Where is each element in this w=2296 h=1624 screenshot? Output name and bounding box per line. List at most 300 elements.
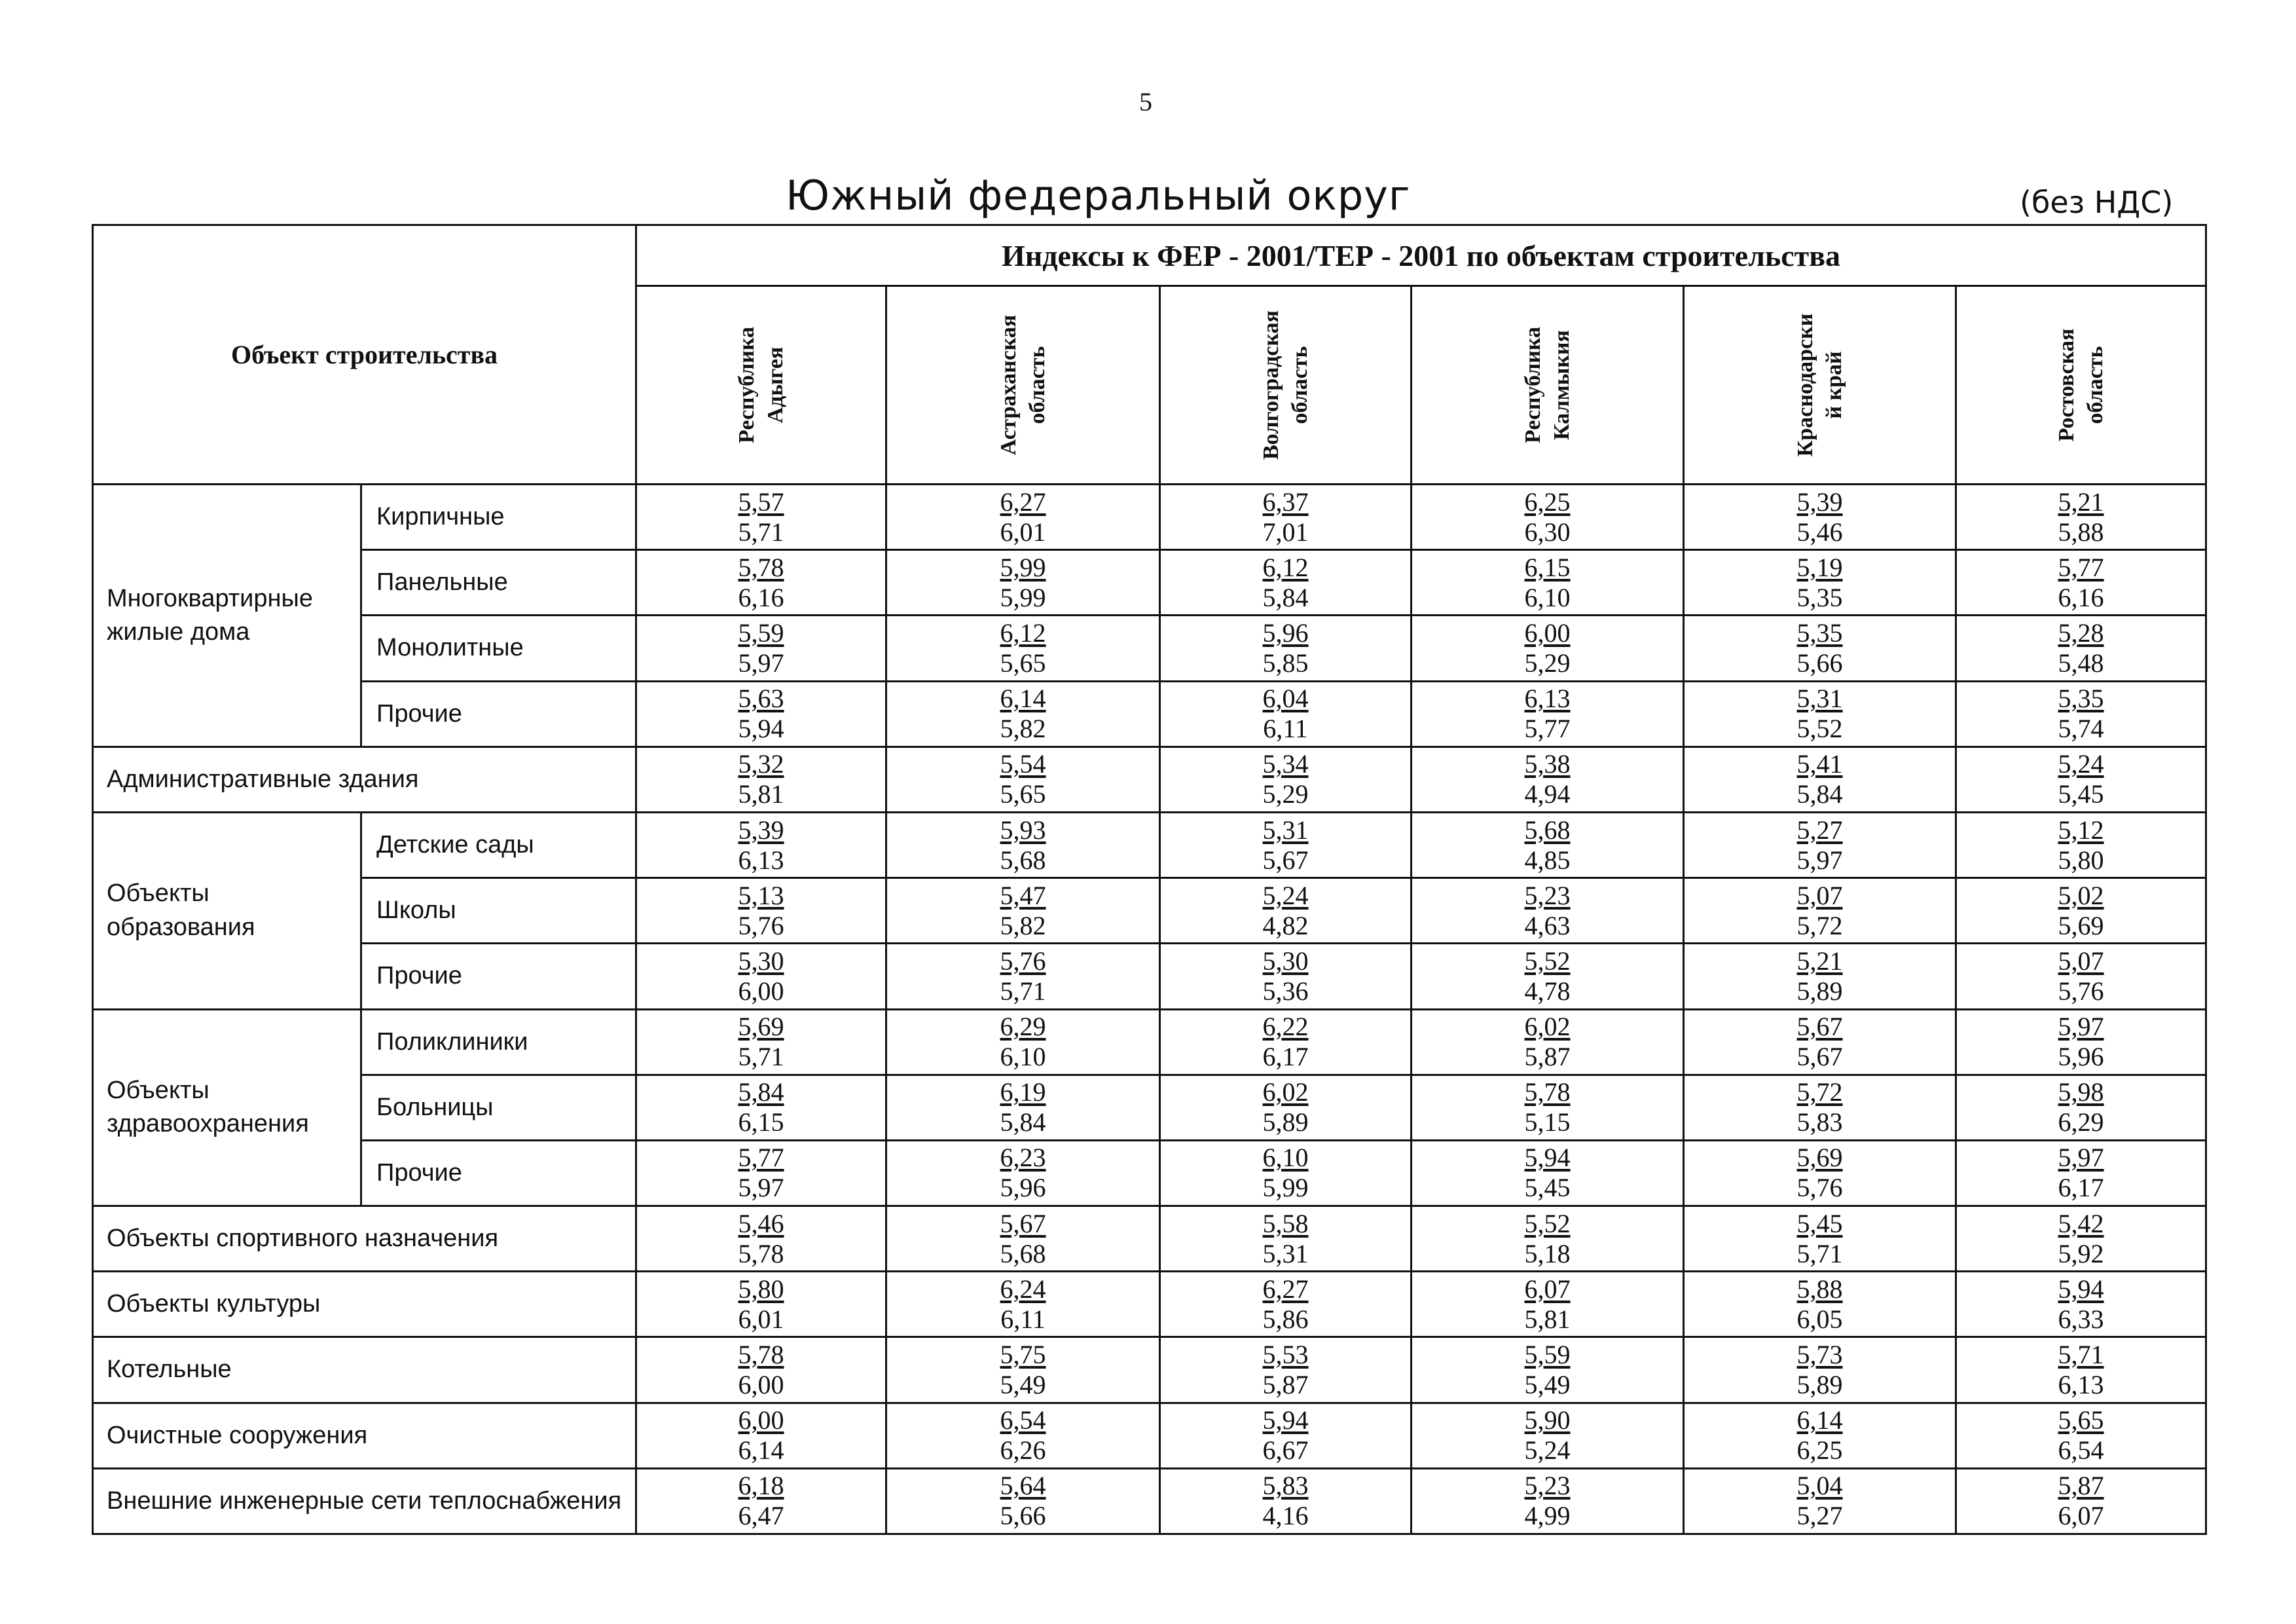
- ter-index-value: 4,85: [1524, 845, 1571, 875]
- region-header-line: область: [1025, 346, 1049, 424]
- ter-index-value: 5,35: [1796, 582, 1843, 612]
- fer-index-value: 5,39: [1796, 487, 1843, 517]
- fer-index-value: 5,72: [1796, 1077, 1843, 1107]
- ter-index-value: 5,76: [738, 910, 784, 940]
- index-value-cell: [1684, 878, 1956, 944]
- ter-index-value: 5,72: [1796, 910, 1843, 940]
- region-header-label: [2052, 293, 2109, 477]
- fer-index-value: 5,88: [1796, 1274, 1843, 1304]
- fer-index-value: 5,28: [2058, 618, 2104, 648]
- fer-index-value: 5,59: [738, 618, 784, 648]
- table-row: [93, 944, 2206, 1009]
- region-header-line: Ростовская: [2054, 328, 2079, 442]
- fer-index-value: 6,23: [1000, 1143, 1046, 1173]
- ter-index-value: 5,65: [1000, 648, 1046, 678]
- fer-index-value: 5,53: [1262, 1340, 1309, 1370]
- ter-index-value: 5,66: [1000, 1501, 1046, 1531]
- ter-index-value: 7,01: [1262, 517, 1309, 547]
- ter-index-value: 4,99: [1524, 1501, 1571, 1531]
- fer-index-value: 5,30: [1262, 946, 1309, 976]
- ter-index-value: 5,29: [1262, 779, 1309, 809]
- index-value-cell: [1956, 1140, 2206, 1206]
- ter-index-value: 6,47: [738, 1501, 784, 1531]
- fer-index-value: 6,15: [1524, 552, 1571, 582]
- ter-index-value: 5,48: [2058, 648, 2104, 678]
- fer-index-value: 5,67: [1000, 1208, 1046, 1238]
- ter-index-value: 5,85: [1262, 648, 1309, 678]
- fer-index-value: 5,54: [1000, 749, 1046, 779]
- fer-index-value: 5,94: [1524, 1143, 1571, 1173]
- index-value-cell: [1160, 1468, 1412, 1534]
- index-value-cell: [1160, 812, 1412, 877]
- ter-index-value: 5,52: [1796, 714, 1843, 744]
- fer-index-value: 5,02: [2058, 880, 2104, 910]
- ter-index-value: 6,11: [1263, 714, 1308, 744]
- ter-index-value: 6,10: [1000, 1042, 1046, 1072]
- ter-index-value: 5,97: [1796, 845, 1843, 875]
- ter-index-value: 6,16: [2058, 582, 2104, 612]
- subcategory-label: Кирпичные: [361, 485, 636, 550]
- index-value-cell: [1412, 1337, 1684, 1403]
- index-value-cell: [1684, 681, 1956, 747]
- fer-index-value: 5,75: [1000, 1340, 1046, 1370]
- index-value-cell: [1160, 1206, 1412, 1272]
- fer-index-value: 6,02: [1262, 1077, 1309, 1107]
- index-table: [92, 224, 2207, 1535]
- fer-index-value: 5,84: [738, 1077, 784, 1107]
- ter-index-value: 6,00: [738, 1370, 784, 1400]
- ter-index-value: 5,86: [1262, 1304, 1309, 1334]
- index-value-cell: [886, 1075, 1160, 1140]
- ter-index-value: 6,67: [1262, 1435, 1309, 1466]
- index-value-cell: [1412, 1468, 1684, 1534]
- index-value-cell: [636, 616, 886, 681]
- index-value-cell: [1160, 1140, 1412, 1206]
- fer-index-value: 5,69: [738, 1012, 784, 1042]
- index-value-cell: [636, 1206, 886, 1272]
- index-value-cell: [1412, 812, 1684, 877]
- ter-index-value: 5,74: [2058, 714, 2104, 744]
- fer-index-value: 6,10: [1262, 1143, 1309, 1173]
- ter-index-value: 6,07: [2058, 1501, 2104, 1531]
- ter-index-value: 6,13: [738, 845, 784, 875]
- fer-index-value: 5,24: [1262, 880, 1309, 910]
- fer-index-value: 5,38: [1524, 749, 1571, 779]
- region-header-line: область: [2083, 346, 2107, 424]
- subcategory-label: Прочие: [361, 944, 636, 1009]
- ter-index-value: 5,71: [738, 1042, 784, 1072]
- table-row: [93, 485, 2206, 550]
- fer-index-value: 5,27: [1796, 815, 1843, 845]
- ter-index-value: 5,66: [1796, 648, 1843, 678]
- ter-index-value: 6,25: [1796, 1435, 1843, 1466]
- header-row-main: [93, 225, 2206, 286]
- fer-index-value: 5,96: [1262, 618, 1309, 648]
- fer-index-value: 5,52: [1524, 1208, 1571, 1238]
- index-value-cell: [1160, 1403, 1412, 1468]
- index-value-cell: [886, 550, 1160, 616]
- fer-index-value: 6,22: [1262, 1012, 1309, 1042]
- ter-index-value: 5,49: [1000, 1370, 1046, 1400]
- index-value-cell: [636, 1075, 886, 1140]
- region-header-line: Адыгея: [763, 346, 788, 424]
- fer-index-value: 5,24: [2058, 749, 2104, 779]
- table-row: [93, 812, 2206, 877]
- fer-index-value: 5,57: [738, 487, 784, 517]
- index-value-cell: [1412, 747, 1684, 812]
- index-value-cell: [886, 1140, 1160, 1206]
- fer-index-value: 5,65: [2058, 1405, 2104, 1435]
- ter-index-value: 6,05: [1796, 1304, 1843, 1334]
- fer-index-value: 5,94: [2058, 1274, 2104, 1304]
- subcategory-label: Поликлиники: [361, 1009, 636, 1075]
- fer-index-value: 5,23: [1524, 1471, 1571, 1501]
- index-value-cell: [1412, 878, 1684, 944]
- subcategory-label: Больницы: [361, 1075, 636, 1140]
- fer-index-value: 5,31: [1262, 815, 1309, 845]
- index-value-cell: [886, 747, 1160, 812]
- ter-index-value: 6,29: [2058, 1107, 2104, 1137]
- fer-index-value: 5,77: [2058, 552, 2104, 582]
- table-row: [93, 550, 2206, 616]
- fer-index-value: 5,90: [1524, 1405, 1571, 1435]
- ter-index-value: 6,16: [738, 582, 784, 612]
- index-value-cell: [886, 616, 1160, 681]
- table-row: [93, 1206, 2206, 1272]
- ter-index-value: 5,81: [1524, 1304, 1571, 1334]
- fer-index-value: 5,13: [738, 880, 784, 910]
- fer-index-value: 5,67: [1796, 1012, 1843, 1042]
- index-value-cell: [886, 1337, 1160, 1403]
- table-row: [93, 1140, 2206, 1206]
- index-value-cell: [1684, 1403, 1956, 1468]
- ter-index-value: 5,84: [1796, 779, 1843, 809]
- ter-index-value: 6,14: [738, 1435, 784, 1466]
- fer-index-value: 5,04: [1796, 1471, 1843, 1501]
- region-header: [1160, 286, 1412, 485]
- fer-index-value: 6,04: [1262, 684, 1309, 714]
- ter-index-value: 5,83: [1796, 1107, 1843, 1137]
- ter-index-value: 5,97: [738, 1173, 784, 1203]
- fer-index-value: 5,47: [1000, 880, 1046, 910]
- fer-index-value: 5,76: [1000, 946, 1046, 976]
- region-header-line: Калмыкия: [1549, 330, 1574, 440]
- category-label: Административные здания: [93, 747, 636, 812]
- fer-index-value: 6,18: [738, 1471, 784, 1501]
- ter-index-value: 5,24: [1524, 1435, 1571, 1466]
- fer-index-value: 5,07: [2058, 946, 2104, 976]
- ter-index-value: 5,80: [2058, 845, 2104, 875]
- index-value-cell: [1956, 944, 2206, 1009]
- ter-index-value: 5,77: [1524, 714, 1571, 744]
- fer-index-value: 5,31: [1796, 684, 1843, 714]
- index-value-cell: [1412, 681, 1684, 747]
- ter-index-value: 5,94: [738, 714, 784, 744]
- fer-index-value: 5,19: [1796, 552, 1843, 582]
- index-value-cell: [886, 1468, 1160, 1534]
- ter-index-value: 5,29: [1524, 648, 1571, 678]
- region-header-label: [994, 293, 1051, 477]
- document-title: Южный федеральный округ: [786, 172, 1411, 219]
- index-value-cell: [1956, 1337, 2206, 1403]
- index-value-cell: [1160, 681, 1412, 747]
- table-row: [93, 878, 2206, 944]
- index-value-cell: [1412, 944, 1684, 1009]
- fer-index-value: 5,59: [1524, 1340, 1571, 1370]
- fer-index-value: 5,35: [2058, 684, 2104, 714]
- region-header: [636, 286, 886, 485]
- index-value-cell: [1956, 616, 2206, 681]
- fer-index-value: 6,24: [1000, 1274, 1046, 1304]
- index-group-header: Индексы к ФЕР - 2001/ТЕР - 2001 по объектам строительства: [636, 225, 2206, 286]
- ter-index-value: 6,01: [1000, 517, 1046, 547]
- fer-index-value: 5,42: [2058, 1208, 2104, 1238]
- index-value-cell: [1160, 616, 1412, 681]
- ter-index-value: 5,71: [738, 517, 784, 547]
- category-label: Очистные сооружения: [93, 1403, 636, 1468]
- table-row: [93, 1403, 2206, 1468]
- ter-index-value: 5,84: [1262, 582, 1309, 612]
- fer-index-value: 5,34: [1262, 749, 1309, 779]
- index-value-cell: [1684, 1272, 1956, 1337]
- fer-index-value: 6,25: [1524, 487, 1571, 517]
- ter-index-value: 5,96: [2058, 1042, 2104, 1072]
- index-value-cell: [636, 1272, 886, 1337]
- fer-index-value: 5,12: [2058, 815, 2104, 845]
- index-value-cell: [1684, 944, 1956, 1009]
- index-value-cell: [1412, 485, 1684, 550]
- ter-index-value: 5,67: [1796, 1042, 1843, 1072]
- fer-index-value: 5,46: [738, 1208, 784, 1238]
- ter-index-value: 5,99: [1000, 582, 1046, 612]
- index-value-cell: [886, 1272, 1160, 1337]
- fer-index-value: 5,97: [2058, 1143, 2104, 1173]
- index-value-cell: [1684, 1140, 1956, 1206]
- index-value-cell: [1160, 944, 1412, 1009]
- page-number: 5: [1139, 87, 1152, 117]
- fer-index-value: 5,68: [1524, 815, 1571, 845]
- ter-index-value: 5,82: [1000, 714, 1046, 744]
- fer-index-value: 5,80: [738, 1274, 784, 1304]
- index-value-cell: [1956, 485, 2206, 550]
- index-value-cell: [1684, 747, 1956, 812]
- fer-index-value: 5,21: [1796, 946, 1843, 976]
- fer-index-value: 5,69: [1796, 1143, 1843, 1173]
- fer-index-value: 5,35: [1796, 618, 1843, 648]
- index-value-cell: [1412, 550, 1684, 616]
- subcategory-label: Монолитные: [361, 616, 636, 681]
- table-row: [93, 1468, 2206, 1534]
- ter-index-value: 6,17: [2058, 1173, 2104, 1203]
- ter-index-value: 4,82: [1262, 910, 1309, 940]
- ter-index-value: 5,96: [1000, 1173, 1046, 1203]
- region-header-line: Волгоградская: [1258, 310, 1283, 460]
- index-value-cell: [886, 1009, 1160, 1075]
- fer-index-value: 6,29: [1000, 1012, 1046, 1042]
- index-value-cell: [1684, 1468, 1956, 1534]
- index-value-cell: [1160, 747, 1412, 812]
- category-label: Многоквартирные жилые дома: [93, 485, 361, 747]
- index-value-cell: [1412, 616, 1684, 681]
- fer-index-value: 5,63: [738, 684, 784, 714]
- ter-index-value: 6,26: [1000, 1435, 1046, 1466]
- index-value-cell: [1412, 1140, 1684, 1206]
- ter-index-value: 6,13: [2058, 1370, 2104, 1400]
- category-label: Объекты образования: [93, 812, 361, 1009]
- index-value-cell: [886, 1206, 1160, 1272]
- ter-index-value: 6,17: [1262, 1042, 1309, 1072]
- ter-index-value: 5,78: [738, 1238, 784, 1268]
- index-value-cell: [636, 1337, 886, 1403]
- region-header: [1684, 286, 1956, 485]
- ter-index-value: 5,45: [1524, 1173, 1571, 1203]
- index-value-cell: [886, 944, 1160, 1009]
- ter-index-value: 6,01: [738, 1304, 784, 1334]
- index-value-cell: [636, 485, 886, 550]
- table-row: [93, 1075, 2206, 1140]
- fer-index-value: 5,32: [738, 749, 784, 779]
- ter-index-value: 5,71: [1000, 976, 1046, 1006]
- region-header-line: й край: [1821, 351, 1846, 419]
- fer-index-value: 5,94: [1262, 1405, 1309, 1435]
- fer-index-value: 6,27: [1262, 1274, 1309, 1304]
- fer-index-value: 5,98: [2058, 1077, 2104, 1107]
- ter-index-value: 5,87: [1524, 1042, 1571, 1072]
- category-label: Котельные: [93, 1337, 636, 1403]
- ter-index-value: 6,11: [1000, 1304, 1046, 1334]
- table-row: [93, 616, 2206, 681]
- index-value-cell: [1684, 1009, 1956, 1075]
- fer-index-value: 5,58: [1262, 1208, 1309, 1238]
- index-value-cell: [1412, 1009, 1684, 1075]
- fer-index-value: 5,71: [2058, 1340, 2104, 1370]
- index-value-cell: [886, 1403, 1160, 1468]
- fer-index-value: 6,07: [1524, 1274, 1571, 1304]
- region-header-label: [732, 293, 790, 477]
- ter-index-value: 5,87: [1262, 1370, 1309, 1400]
- fer-index-value: 5,78: [1524, 1077, 1571, 1107]
- index-value-cell: [1160, 878, 1412, 944]
- region-header-label: [1518, 293, 1576, 477]
- index-value-cell: [636, 1468, 886, 1534]
- table-row: [93, 747, 2206, 812]
- ter-index-value: 5,76: [2058, 976, 2104, 1006]
- index-value-cell: [1412, 1272, 1684, 1337]
- fer-index-value: 5,23: [1524, 880, 1571, 910]
- ter-index-value: 4,78: [1524, 976, 1571, 1006]
- region-header-line: Краснодарски: [1793, 313, 1817, 457]
- index-value-cell: [636, 550, 886, 616]
- fer-index-value: 6,14: [1796, 1405, 1843, 1435]
- fer-index-value: 5,77: [738, 1143, 784, 1173]
- index-value-cell: [886, 485, 1160, 550]
- category-label: Объекты спортивного назначения: [93, 1206, 636, 1272]
- ter-index-value: 5,88: [2058, 517, 2104, 547]
- ter-index-value: 5,18: [1524, 1238, 1571, 1268]
- fer-index-value: 6,54: [1000, 1405, 1046, 1435]
- ter-index-value: 5,27: [1796, 1501, 1843, 1531]
- index-value-cell: [1160, 485, 1412, 550]
- fer-index-value: 5,52: [1524, 946, 1571, 976]
- fer-index-value: 6,13: [1524, 684, 1571, 714]
- fer-index-value: 6,27: [1000, 487, 1046, 517]
- index-value-cell: [1412, 1075, 1684, 1140]
- index-value-cell: [1412, 1403, 1684, 1468]
- table-row: [93, 1009, 2206, 1075]
- index-value-cell: [636, 1140, 886, 1206]
- fer-index-value: 5,78: [738, 552, 784, 582]
- index-value-cell: [636, 878, 886, 944]
- ter-index-value: 5,68: [1000, 845, 1046, 875]
- table-row: [93, 1337, 2206, 1403]
- index-value-cell: [1684, 1075, 1956, 1140]
- index-value-cell: [1956, 1403, 2206, 1468]
- index-value-cell: [1956, 1075, 2206, 1140]
- index-value-cell: [886, 812, 1160, 877]
- ter-index-value: 5,92: [2058, 1238, 2104, 1268]
- index-value-cell: [1956, 747, 2206, 812]
- index-value-cell: [1684, 1337, 1956, 1403]
- object-column-header: Объект строительства: [93, 225, 636, 485]
- ter-index-value: 5,89: [1796, 1370, 1843, 1400]
- ter-index-value: 5,31: [1262, 1238, 1309, 1268]
- fer-index-value: 6,00: [1524, 618, 1571, 648]
- ter-index-value: 5,84: [1000, 1107, 1046, 1137]
- ter-index-value: 5,46: [1796, 517, 1843, 547]
- index-value-cell: [1684, 616, 1956, 681]
- region-header: [1956, 286, 2206, 485]
- index-value-cell: [1956, 878, 2206, 944]
- region-header-line: Астраханская: [996, 314, 1021, 456]
- index-value-cell: [886, 681, 1160, 747]
- ter-index-value: 5,68: [1000, 1238, 1046, 1268]
- fer-index-value: 6,37: [1262, 487, 1309, 517]
- ter-index-value: 5,65: [1000, 779, 1046, 809]
- fer-index-value: 5,78: [738, 1340, 784, 1370]
- index-value-cell: [1956, 1272, 2206, 1337]
- ter-index-value: 5,99: [1262, 1173, 1309, 1203]
- fer-index-value: 5,87: [2058, 1471, 2104, 1501]
- ter-index-value: 4,16: [1262, 1501, 1309, 1531]
- index-value-cell: [1956, 1009, 2206, 1075]
- ter-index-value: 5,82: [1000, 910, 1046, 940]
- region-header-line: Республика: [1520, 327, 1545, 443]
- fer-index-value: 5,83: [1262, 1471, 1309, 1501]
- ter-index-value: 5,89: [1262, 1107, 1309, 1137]
- ter-index-value: 5,36: [1262, 976, 1309, 1006]
- index-value-cell: [636, 681, 886, 747]
- ter-index-value: 6,54: [2058, 1435, 2104, 1466]
- index-value-cell: [1160, 1337, 1412, 1403]
- index-value-cell: [1160, 1009, 1412, 1075]
- index-value-cell: [1956, 681, 2206, 747]
- index-value-cell: [1684, 812, 1956, 877]
- table-row: [93, 1272, 2206, 1337]
- index-value-cell: [1684, 485, 1956, 550]
- index-value-cell: [1412, 1206, 1684, 1272]
- subcategory-label: Детские сады: [361, 812, 636, 877]
- index-value-cell: [1160, 1272, 1412, 1337]
- fer-index-value: 5,99: [1000, 552, 1046, 582]
- region-header-line: область: [1287, 346, 1312, 424]
- index-value-cell: [636, 944, 886, 1009]
- fer-index-value: 5,93: [1000, 815, 1046, 845]
- fer-index-value: 6,12: [1000, 618, 1046, 648]
- vat-note: (без НДС): [2020, 185, 2174, 220]
- subcategory-label: Школы: [361, 878, 636, 944]
- ter-index-value: 5,89: [1796, 976, 1843, 1006]
- ter-index-value: 5,45: [2058, 779, 2104, 809]
